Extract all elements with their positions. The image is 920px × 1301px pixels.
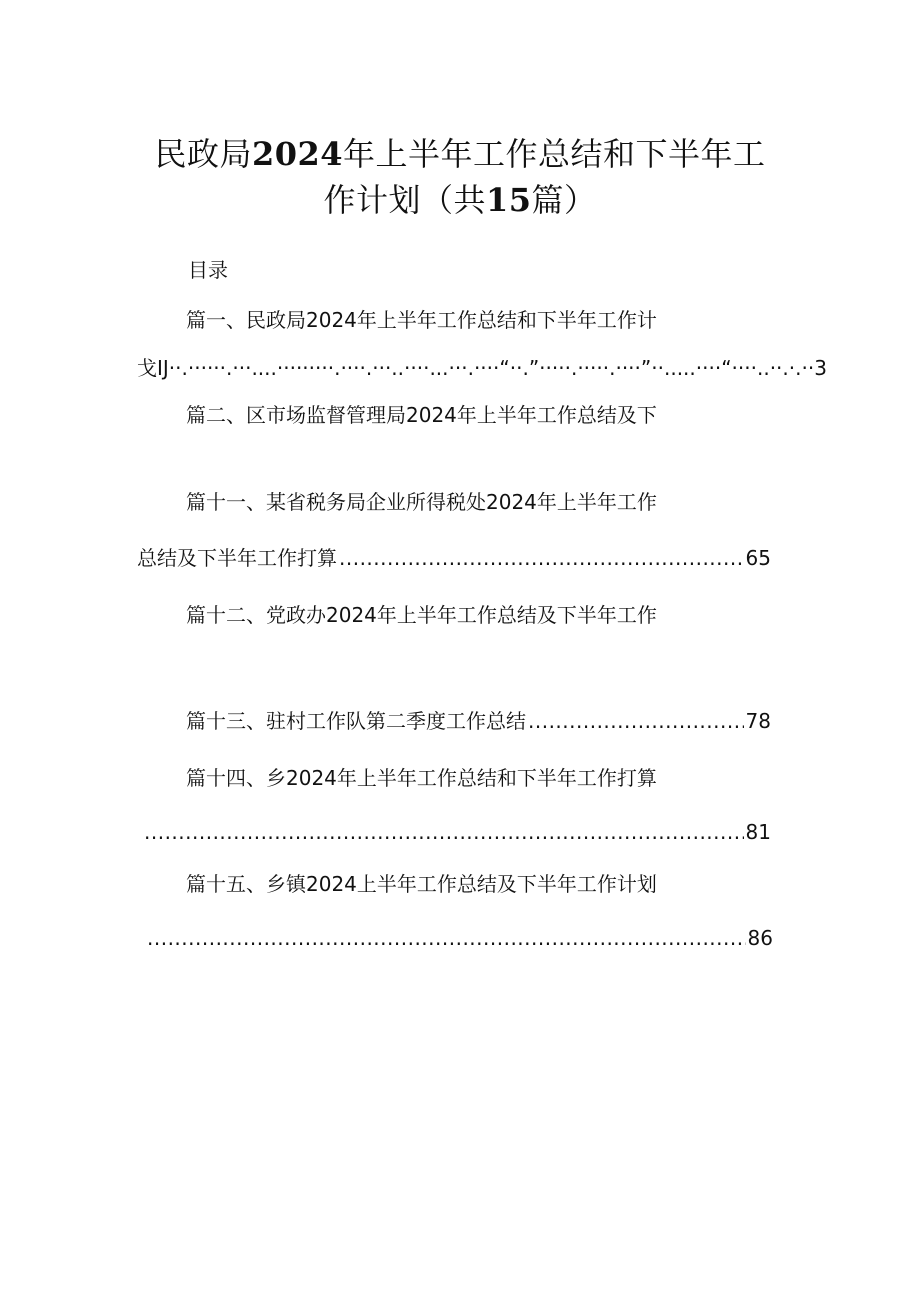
toc-entry-text: 篇十三、驻村工作队第二季度工作总结 [186, 709, 526, 733]
toc-entry-15-line-1[interactable]: 篇十五、乡镇2024上半年工作总结及下半年工作计划 [186, 872, 657, 896]
toc-entry-1-line-2[interactable]: 戈IJ··.······.···....·········.····.···..····...···.····“··.”·····.·····.····”··.....····“····..··.·.··3 [137, 356, 827, 380]
document-title-line-1: 民政局2024年上半年工作总结和下半年工 [154, 135, 766, 173]
toc-entry-15-line-2[interactable] [145, 926, 773, 950]
toc-page-number: 65 [745, 546, 771, 570]
toc-entry-2[interactable]: 篇二、区市场监督管理局2024年上半年工作总结及下 [186, 403, 657, 427]
toc-entry-text: 总结及下半年工作打算 [137, 546, 337, 570]
toc-page-number: 78 [745, 709, 771, 733]
toc-entry-11-line-2[interactable] [137, 546, 771, 570]
dot-leader [144, 820, 744, 844]
toc-heading: 目录 [188, 258, 228, 282]
toc-page-number: 81 [745, 820, 771, 844]
dot-leader [339, 546, 744, 570]
toc-entry-13[interactable] [186, 709, 771, 733]
dot-leader [528, 709, 744, 733]
document-title-line-2: 作计划（共15篇） [323, 181, 597, 219]
toc-page-number: 86 [747, 926, 773, 950]
toc-entry-1-line-1[interactable]: 篇一、民政局2024年上半年工作总结和下半年工作计 [186, 308, 657, 332]
toc-entry-12[interactable]: 篇十二、党政办2024年上半年工作总结及下半年工作 [186, 603, 657, 627]
dot-leader [147, 926, 746, 950]
toc-entry-11-line-1[interactable]: 篇十一、某省税务局企业所得税处2024年上半年工作 [186, 490, 657, 514]
toc-entry-14-line-2[interactable] [142, 820, 771, 844]
toc-entry-14-line-1[interactable]: 篇十四、乡2024年上半年工作总结和下半年工作打算 [186, 766, 657, 790]
